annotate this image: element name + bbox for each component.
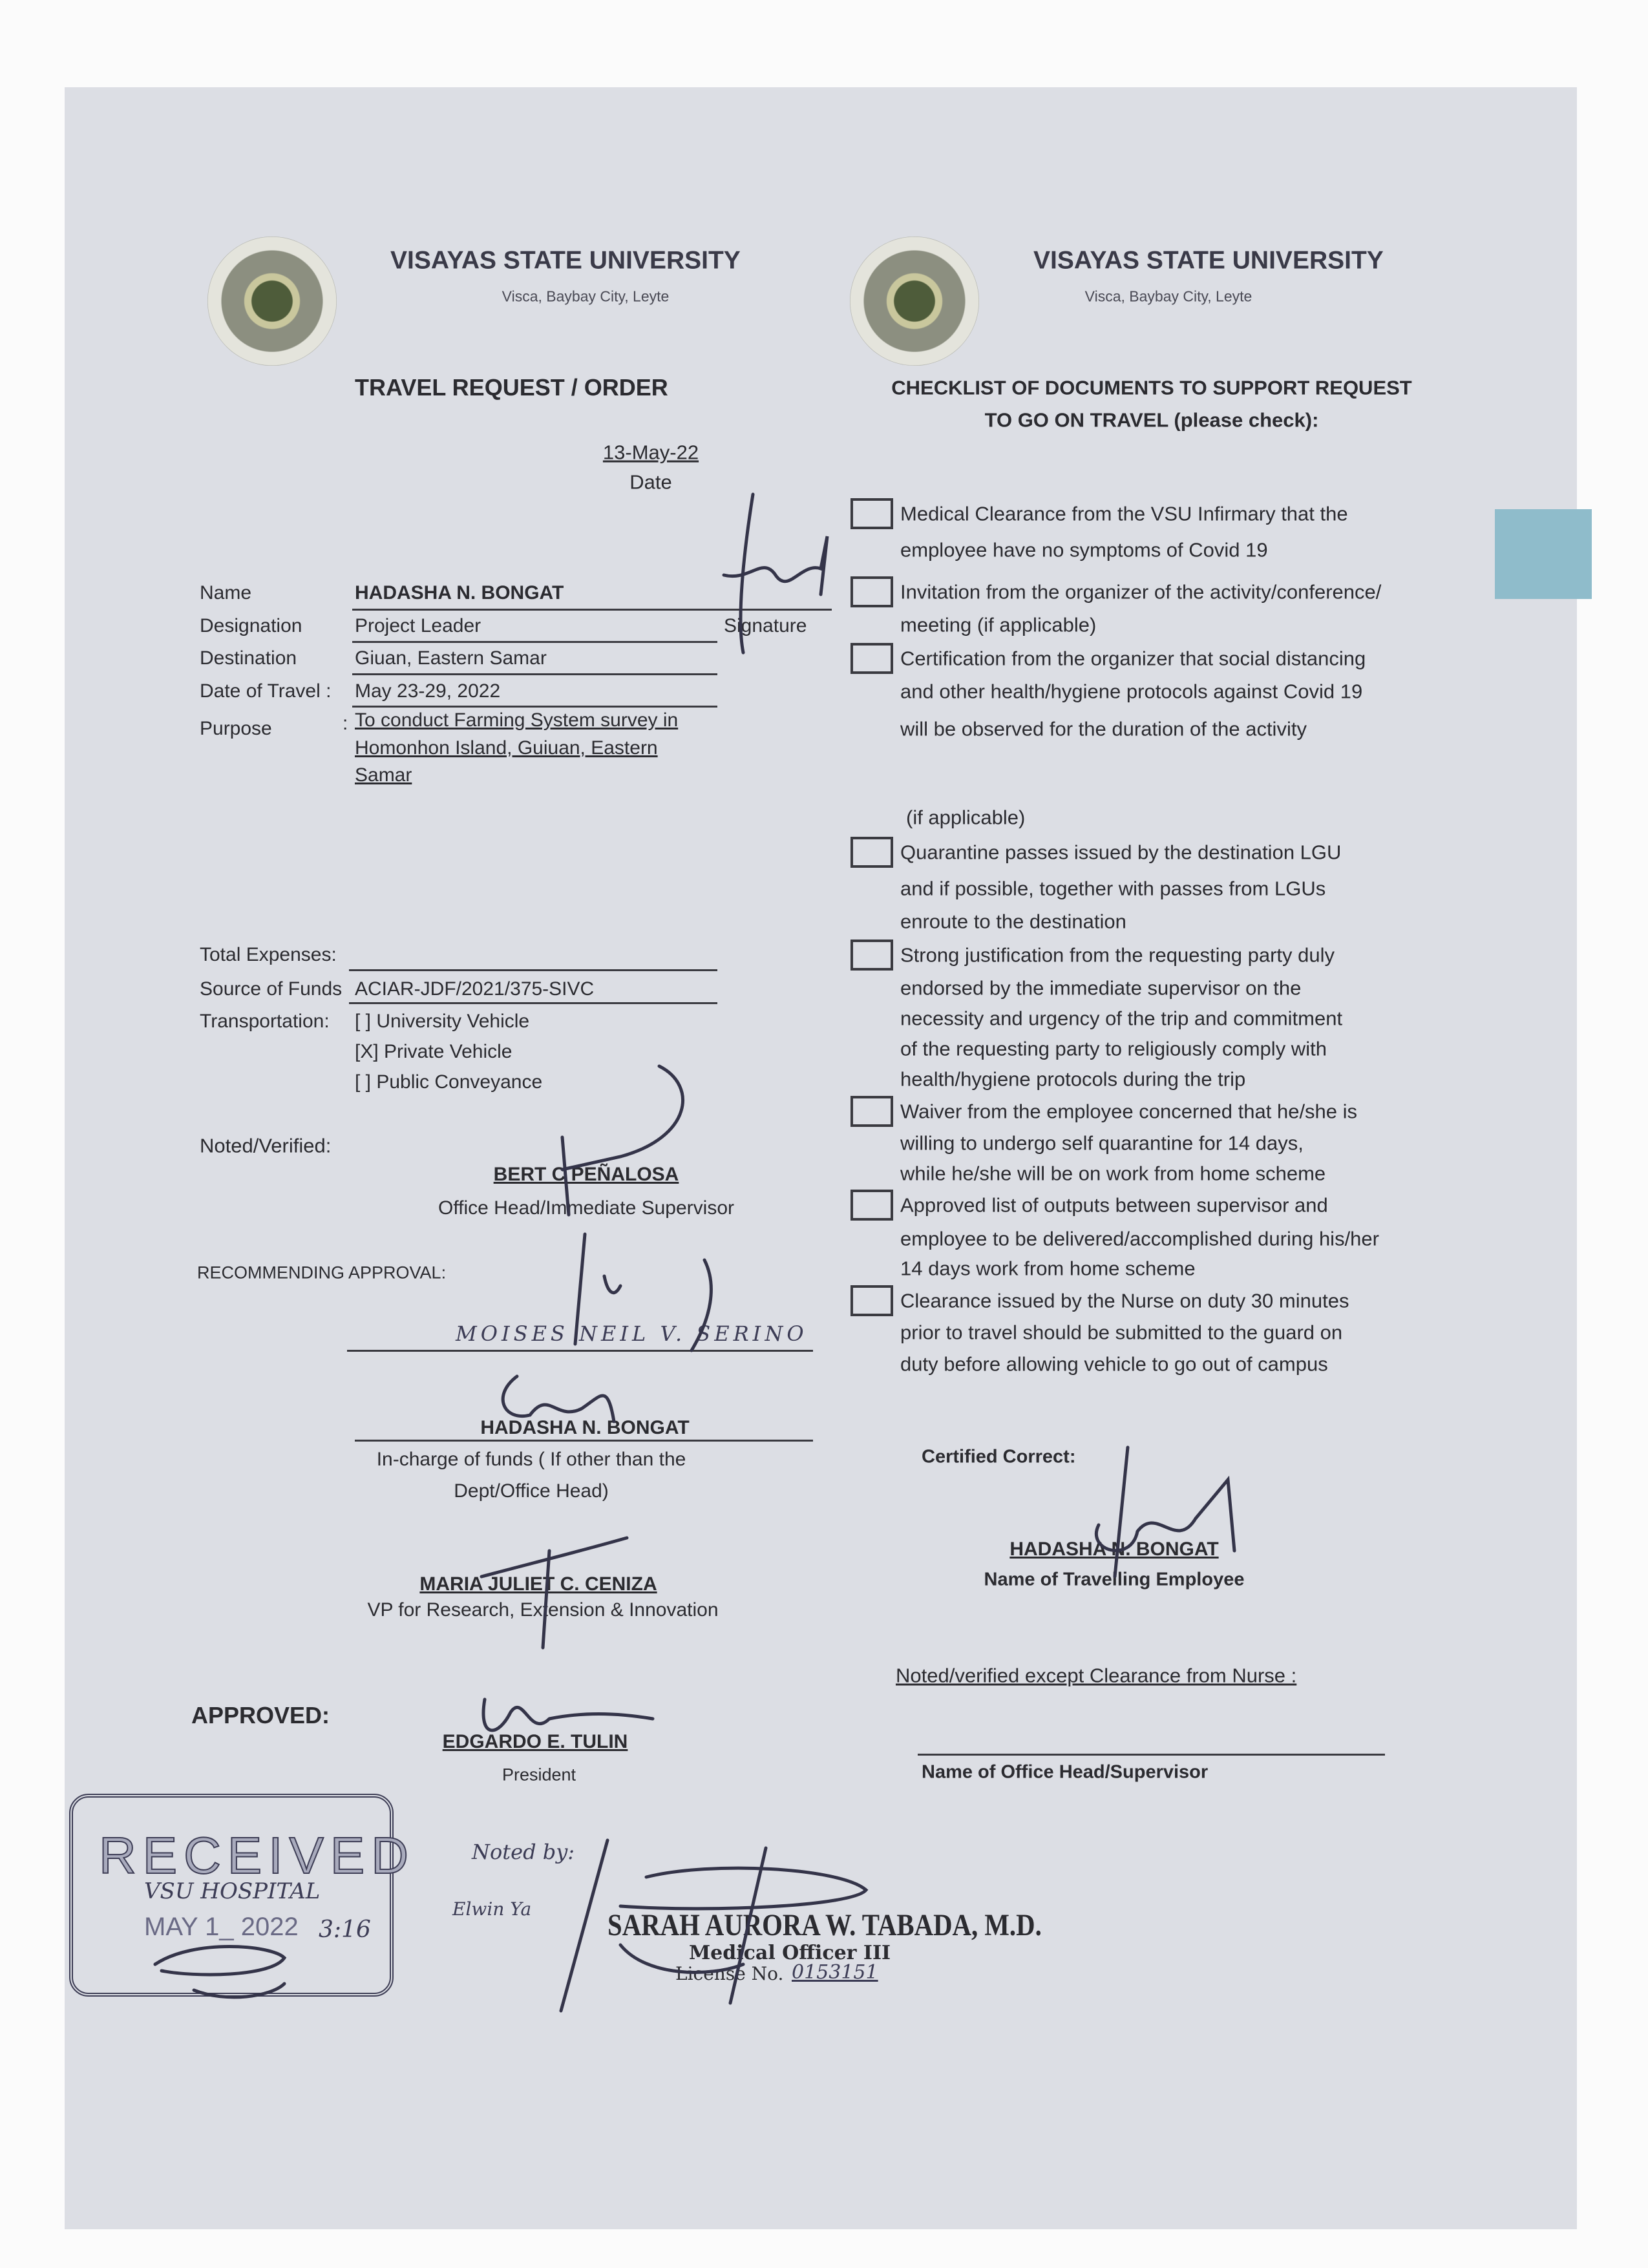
traveling-employee-title: Name of Travelling Employee (984, 1569, 1245, 1590)
transport-option-university: [ ] University Vehicle (355, 1011, 530, 1032)
funds-incharge-name: HADASHA N. BONGAT (480, 1417, 690, 1438)
checklist-title-2: TO GO ON TRAVEL (please check): (984, 408, 1319, 432)
president-title: President (502, 1765, 576, 1785)
noted-name: BERT C PEÑALOSA (493, 1164, 679, 1185)
total-expenses-label: Total Expenses: (200, 944, 337, 965)
checklist-item-text: 14 days work from home scheme (900, 1257, 1196, 1280)
signature-funds (503, 1376, 614, 1422)
checklist-item-text: will be observed for the duration of the activity (900, 717, 1307, 740)
checklist-item-text: Medical Clearance from the VSU Infirmary that the (900, 502, 1348, 525)
university-name-right: VISAYAS STATE UNIVERSITY (1033, 246, 1384, 275)
destination-value: Giuan, Eastern Samar (355, 647, 547, 669)
checklist-title-1: CHECKLIST OF DOCUMENTS TO SUPPORT REQUEST (891, 376, 1412, 399)
checklist-item-text: enroute to the destination (900, 910, 1126, 933)
checklist-item-text: Invitation from the organizer of the activity/conference/ (900, 580, 1382, 604)
checklist-item-text: willing to undergo self quarantine for 14 days, (900, 1131, 1304, 1155)
checklist-item-text: while he/she will be on work from home scheme (900, 1162, 1326, 1185)
traveling-employee-name: HADASHA N. BONGAT (1009, 1538, 1219, 1560)
license-label: License No. (675, 1963, 784, 1984)
transport-option-public: [ ] Public Conveyance (355, 1071, 543, 1093)
nurse-initials: Elwin Ya (452, 1898, 532, 1920)
checklist-item-text: Strong justification from the requesting party duly (900, 943, 1335, 967)
checklist-item-text: necessity and urgency of the trip and commitment (900, 1007, 1343, 1030)
noted-except-label: Noted/verified except Clearance from Nurse : (896, 1664, 1297, 1687)
checklist-item-text: Waiver from the employee concerned that he/she is (900, 1100, 1358, 1123)
recommending-approval-label: RECOMMENDING APPROVAL: (197, 1263, 447, 1283)
checklist-item-text: prior to travel should be submitted to the guard on (900, 1321, 1343, 1344)
transportation-label: Transportation: (200, 1011, 330, 1032)
university-address-right: Visca, Baybay City, Leyte (1084, 288, 1252, 305)
signature-vp (481, 1538, 627, 1648)
purpose-colon: : (343, 713, 348, 734)
purpose-line-3: Samar (355, 764, 412, 786)
date-label: Date (629, 470, 672, 494)
checklist-item-text: Clearance issued by the Nurse on duty 30 minutes (900, 1289, 1349, 1312)
funds-incharge-title-1: In-charge of funds ( If other than the (376, 1449, 686, 1470)
signature-applicant (724, 494, 827, 653)
signature-noted (562, 1066, 682, 1215)
checklist-item-text: meeting (if applicable) (900, 613, 1097, 636)
if-applicable-note: (if applicable) (906, 806, 1026, 829)
name-label: Name (200, 582, 252, 604)
noted-verified-label: Noted/Verified: (200, 1134, 332, 1157)
date-of-travel-value: May 23-29, 2022 (355, 680, 501, 702)
university-address-left: Visca, Baybay City, Leyte (502, 288, 670, 305)
checklist-item-text: duty before allowing vehicle to go out of campus (900, 1352, 1328, 1376)
source-of-funds-value: ACIAR-JDF/2021/375-SIVC (355, 978, 595, 1000)
name-value: HADASHA N. BONGAT (355, 582, 564, 604)
signature-label: Signature (724, 615, 807, 636)
noted-by-handwritten: Noted by: (472, 1840, 575, 1864)
signature-medical (620, 1848, 866, 2003)
signature-certified (1096, 1447, 1234, 1577)
transport-option-private: [X] Private Vehicle (355, 1041, 512, 1062)
purpose-line-1: To conduct Farming System survey in (355, 709, 679, 731)
designation-label: Designation (200, 615, 302, 636)
checklist-item-text: Approved list of outputs between supervisor and (900, 1193, 1328, 1217)
form-title: TRAVEL REQUEST / ORDER (355, 374, 668, 401)
checklist-item-text: of the requesting party to religiously comply with (900, 1037, 1327, 1060)
checklist-item-text: employee have no symptoms of Covid 19 (900, 538, 1268, 562)
funds-incharge-title-2: Dept/Office Head) (454, 1480, 609, 1502)
vp-name: MARIA JULIET C. CENIZA (419, 1573, 657, 1595)
supervisor-name-label: Name of Office Head/Supervisor (922, 1761, 1209, 1783)
stamp-date: MAY 1_ 2022 (144, 1913, 299, 1941)
checklist-item-text: endorsed by the immediate supervisor on the (900, 976, 1302, 1000)
source-of-funds-label: Source of Funds (200, 978, 343, 1000)
medical-officer-title: Medical Officer III (688, 1942, 891, 1964)
signature-recommender (575, 1234, 711, 1350)
request-date: 13-May-22 (602, 441, 699, 464)
university-name-left: VISAYAS STATE UNIVERSITY (390, 246, 741, 275)
stamp-hospital: VSU HOSPITAL (144, 1878, 321, 1904)
vp-title: VP for Research, Extension & Innovation (367, 1599, 719, 1621)
approved-label: APPROVED: (191, 1702, 330, 1728)
medical-officer-name: SARAH AURORA W. TABADA, M.D. (607, 1908, 1042, 1942)
designation-value: Project Leader (355, 615, 481, 636)
checklist-item-text: health/hygiene protocols during the trip (900, 1067, 1246, 1091)
checklist-item-text: employee to be delivered/accomplished during his/her (900, 1227, 1379, 1250)
checklist-item-text: and if possible, together with passes from LGUs (900, 877, 1326, 900)
president-name: EDGARDO E. TULIN (442, 1731, 628, 1752)
purpose-label: Purpose (200, 718, 272, 739)
noted-title: Office Head/Immediate Supervisor (438, 1197, 734, 1219)
checklist-item-text: and other health/hygiene protocols against Covid 19 (900, 680, 1363, 703)
signature-stamp (155, 1947, 284, 1997)
license-number: 0153151 (792, 1961, 878, 1984)
signature-president (483, 1699, 653, 1730)
date-of-travel-label: Date of Travel : (200, 680, 332, 702)
recommender-handwritten-name: MOISES NEIL V. SERINO (456, 1321, 808, 1346)
destination-label: Destination (200, 647, 297, 669)
certified-correct-label: Certified Correct: (922, 1446, 1076, 1467)
purpose-line-2: Homonhon Island, Guiuan, Eastern (355, 737, 658, 759)
stamp-received-text: RECEIVED (99, 1827, 415, 1884)
checklist-item-text: Certification from the organizer that social distancing (900, 647, 1366, 670)
stamp-time: 3:16 (319, 1916, 371, 1943)
checklist-item-text: Quarantine passes issued by the destination LGU (900, 841, 1342, 864)
